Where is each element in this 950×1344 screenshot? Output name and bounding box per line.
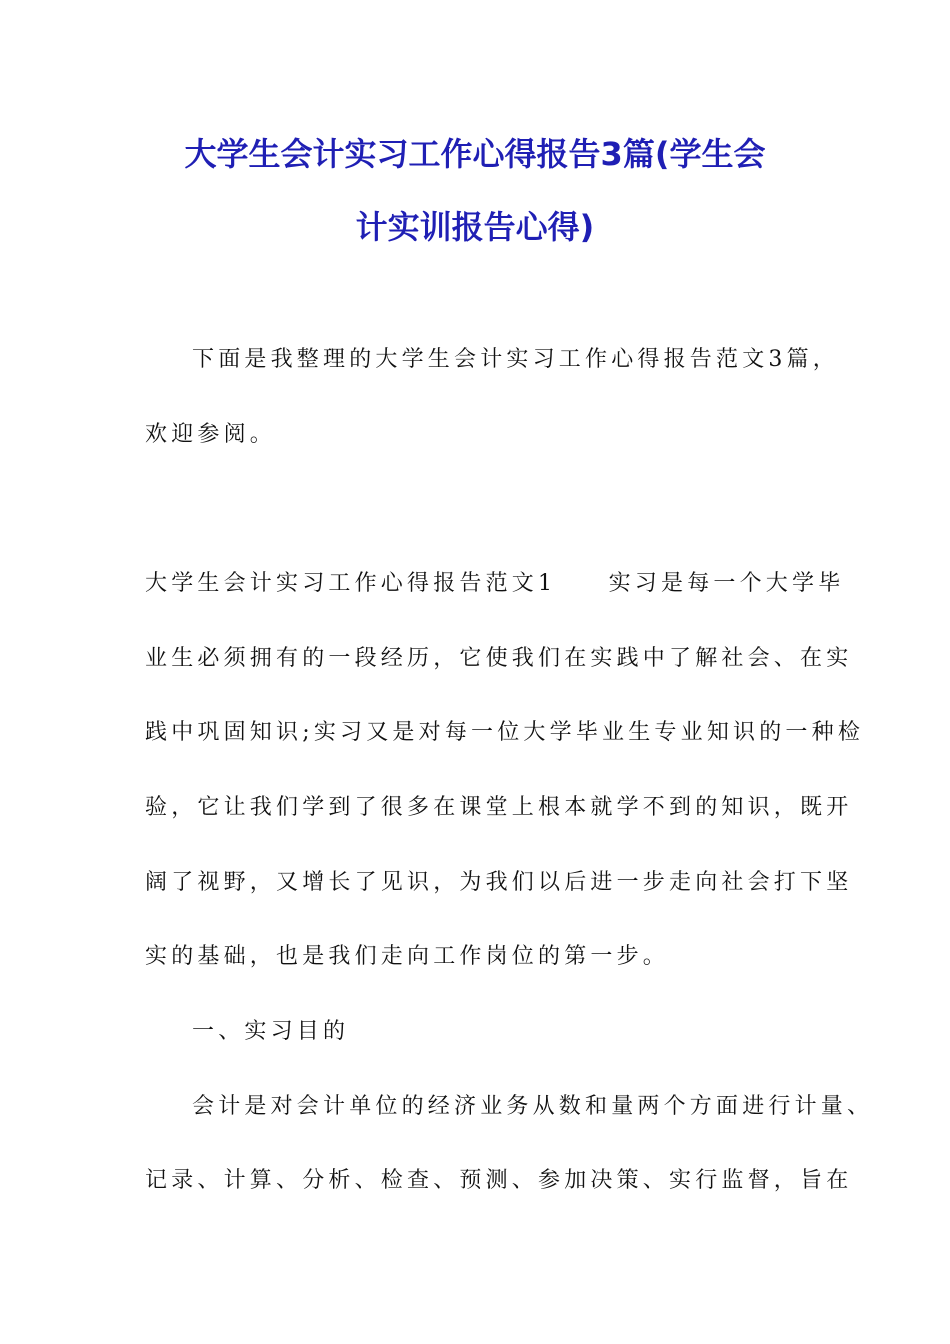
body-line-7: 会计是对会计单位的经济业务从数和量两个方面进行计量、 bbox=[192, 1094, 874, 1119]
body-line-4: 验，它让我们学到了很多在课堂上根本就学不到的知识，既开 bbox=[145, 795, 853, 820]
body-line-5: 阔了视野，又增长了见识，为我们以后进一步走向社会打下坚 bbox=[145, 870, 853, 895]
body-line-3: 践中巩固知识;实习又是对每一位大学毕业生专业知识的一种检 bbox=[145, 720, 865, 745]
intro-line-1: 下面是我整理的大学生会计实习工作心得报告范文3篇， bbox=[192, 347, 839, 372]
document-title-line-2: 计实训报告心得) bbox=[355, 208, 595, 246]
body-line-6: 实的基础，也是我们走向工作岗位的第一步。 bbox=[145, 944, 670, 969]
body-line-8: 记录、计算、分析、检查、预测、参加决策、实行监督，旨在 bbox=[145, 1168, 853, 1193]
intro-line-2: 欢迎参阅。 bbox=[145, 422, 277, 447]
body-line-2: 业生必须拥有的一段经历，它使我们在实践中了解社会、在实 bbox=[145, 646, 853, 671]
document-title-line-1: 大学生会计实习工作心得报告3篇(学生会 bbox=[184, 135, 766, 173]
body-line-1: 大学生会计实习工作心得报告范文1 实习是每一个大学毕 bbox=[145, 571, 845, 596]
section-heading-purpose: 一、实习目的 bbox=[192, 1019, 350, 1044]
